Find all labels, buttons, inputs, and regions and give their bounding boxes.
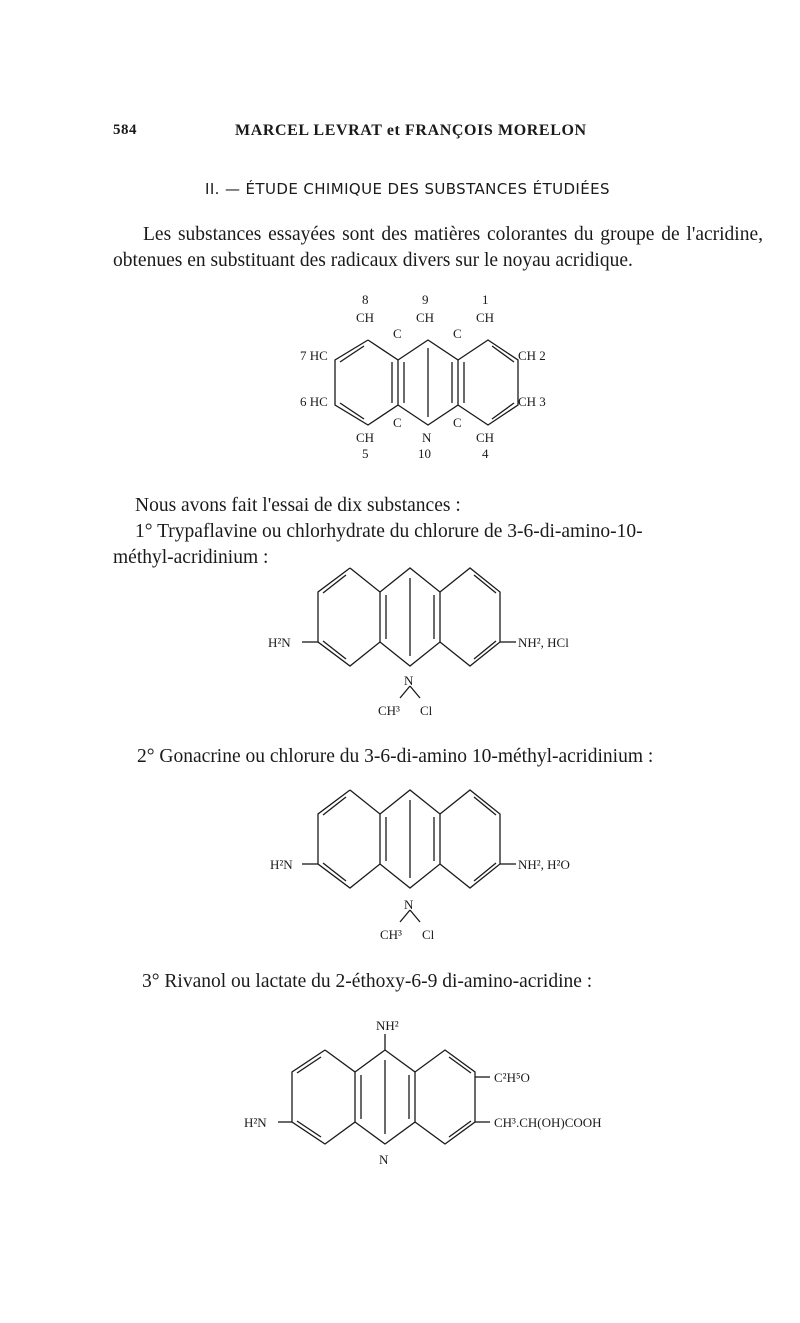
trypaflavine-nitrogen: N <box>404 673 414 688</box>
running-header-authors: MARCEL LEVRAT et FRANÇOIS MORELON <box>235 122 587 139</box>
gonacrine-caption: 2° Gonacrine ou chlorure du 3-6-di-amino 10-méthyl-acridinium : <box>137 746 654 767</box>
trypaflavine-methyl: CH³ <box>378 703 400 718</box>
rivanol-structure-diagram <box>240 1012 640 1177</box>
acridine-structure-diagram <box>290 290 580 470</box>
acridine-double-bond <box>492 403 514 419</box>
trypaflavine-left-substituent: H²N <box>268 635 291 650</box>
acridine-double-bond <box>340 346 364 362</box>
acridine-c-bottom-right: C <box>453 415 462 430</box>
acridine-label-9: 9 <box>422 292 429 307</box>
trypaflavine-structure-diagram <box>260 560 600 725</box>
rivanol-caption: 3° Rivanol ou lactate du 2-éthoxy-6-9 di-amino-acridine : <box>142 971 593 992</box>
acridine-left-ring <box>335 340 398 425</box>
acridine-label-5: 5 <box>362 446 369 461</box>
acridine-n10: N <box>422 430 432 445</box>
acridine-label-1: 1 <box>482 292 489 307</box>
acridine-hc7: 7 HC <box>300 348 328 363</box>
gonacrine-methyl: CH³ <box>380 927 402 942</box>
acridine-right-ring <box>458 340 518 425</box>
rivanol-nitrogen: N <box>379 1152 389 1167</box>
acridine-c-top-right: C <box>453 326 462 341</box>
trypaflavine-right-substituent: NH², HCl <box>518 635 569 650</box>
acridine-hc6: 6 HC <box>300 394 328 409</box>
rivanol-top-substituent: NH² <box>376 1018 399 1033</box>
page-number: 584 <box>113 122 137 138</box>
acridine-ch4: CH <box>476 430 495 445</box>
acridine-ch8: CH <box>356 310 375 325</box>
acridine-c-top-left: C <box>393 326 402 341</box>
acridine-double-bond <box>492 346 514 362</box>
gonacrine-chloride: Cl <box>422 927 435 942</box>
item1-caption-line1: 1° Trypaflavine ou chlorhydrate du chlorure de 3-6-di-amino-10- <box>135 521 643 542</box>
acridine-ch1: CH <box>476 310 495 325</box>
acridine-label-8: 8 <box>362 292 369 307</box>
acridine-c-bottom-left: C <box>393 415 402 430</box>
gonacrine-right-substituent: NH², H²O <box>518 857 570 872</box>
rivanol-ethoxy: C²H⁵O <box>494 1070 530 1085</box>
section-title: II. — ÉTUDE CHIMIQUE DES SUBSTANCES ÉTUDIÉES <box>205 180 610 198</box>
acridine-ch3: CH 3 <box>518 394 546 409</box>
acridine-label-10: 10 <box>418 446 431 461</box>
rivanol-lactate: CH³.CH(OH)COOH <box>494 1115 602 1130</box>
rivanol-left-substituent: H²N <box>244 1115 267 1130</box>
acridine-ch5: CH <box>356 430 375 445</box>
substances-intro-line: Nous avons fait l'essai de dix substances : <box>135 495 461 516</box>
acridine-double-bond <box>340 403 364 419</box>
gonacrine-structure-diagram <box>260 782 600 947</box>
item1-caption-line2: méthyl-acridinium : <box>113 547 269 568</box>
acridine-label-4: 4 <box>482 446 489 461</box>
intro-paragraph: Les substances essayées sont des matières colorantes du groupe de l'acridine, obtenues en substituant des radicaux divers sur le noyau acridique. <box>113 224 763 271</box>
trypaflavine-chloride: Cl <box>420 703 433 718</box>
acridine-ch9: CH <box>416 310 435 325</box>
gonacrine-nitrogen: N <box>404 897 414 912</box>
acridine-ch2: CH 2 <box>518 348 546 363</box>
gonacrine-left-substituent: H²N <box>270 857 293 872</box>
